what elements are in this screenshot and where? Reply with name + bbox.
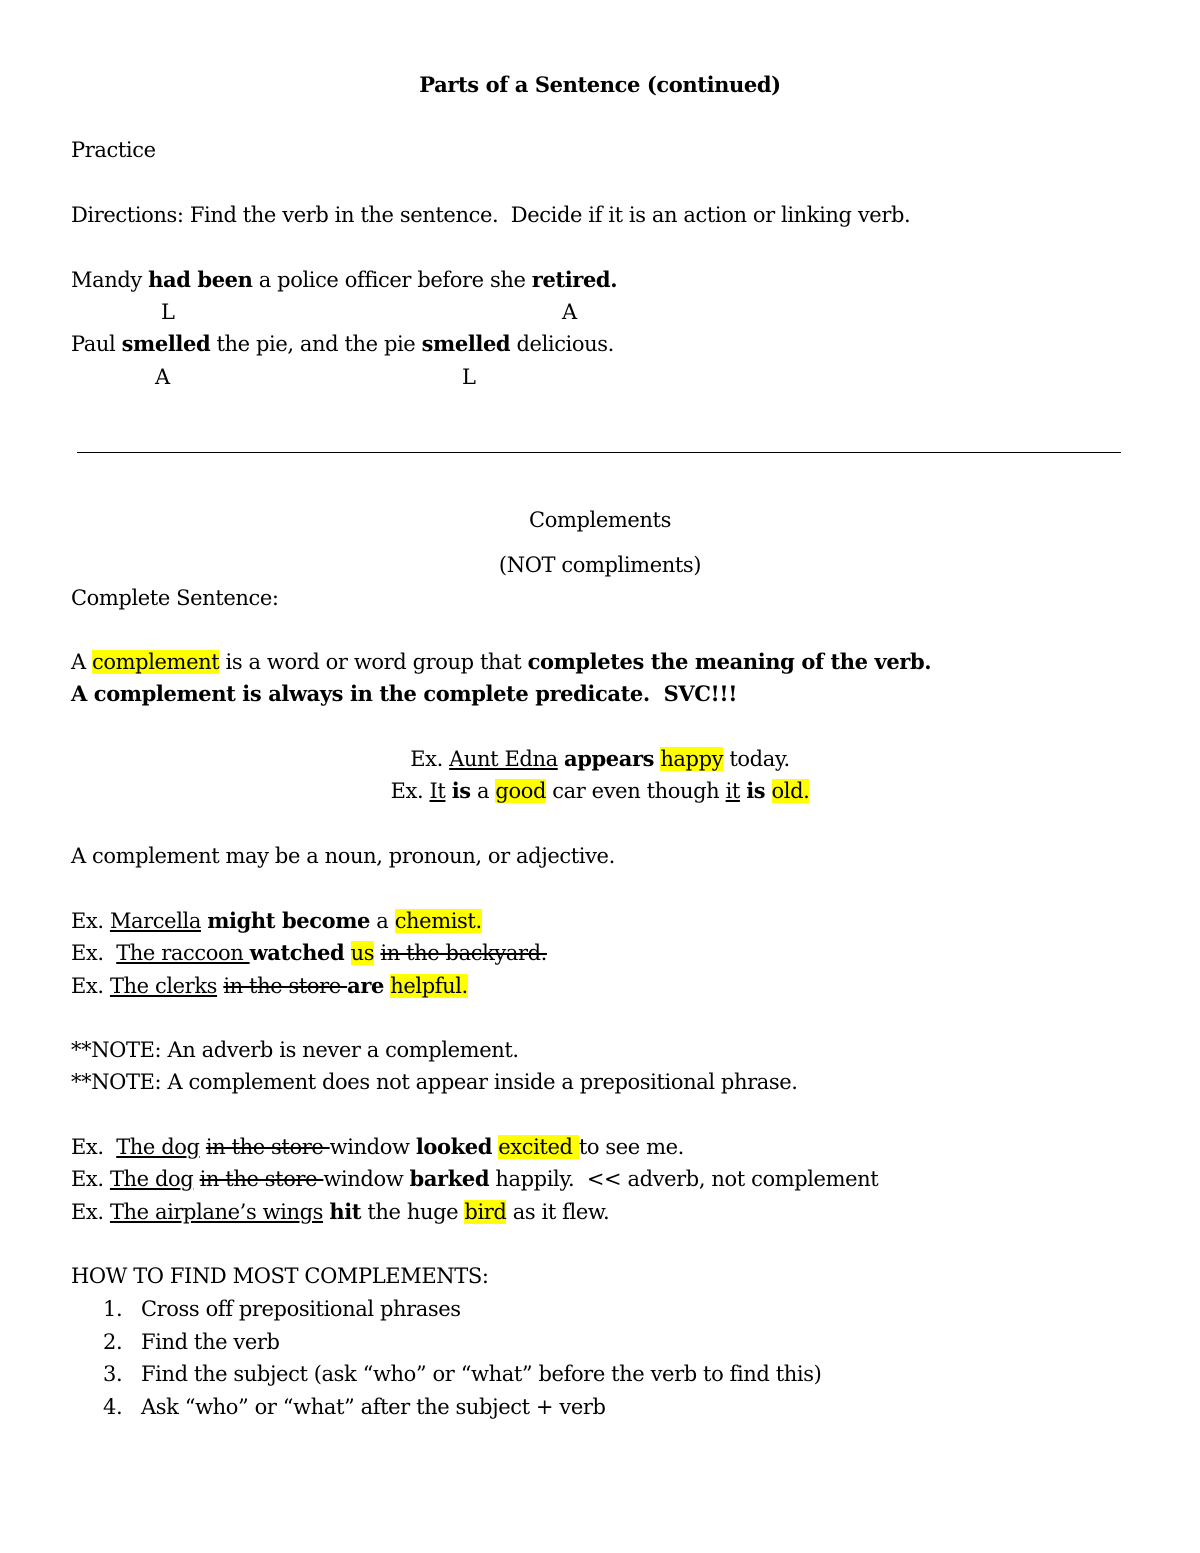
verb: is <box>451 778 471 803</box>
text: A <box>71 650 93 674</box>
crossed-phrase: in the store <box>223 974 348 998</box>
how-to-heading: HOW TO FIND MOST COMPLEMENTS: <box>71 1264 489 1288</box>
practice-sentence-1 <box>71 267 617 293</box>
text: Ex. <box>390 779 430 803</box>
verb: smelled <box>421 331 511 356</box>
verb: hit <box>329 1199 362 1224</box>
text: Ex. <box>71 974 110 998</box>
page-title: Parts of a Sentence (continued) <box>419 72 781 97</box>
verb: barked <box>409 1166 490 1191</box>
complement-types: A complement may be a noun, pronoun, or adjective. <box>71 844 615 868</box>
verb: had been <box>148 267 253 292</box>
subject: The airplane’s wings <box>109 1200 324 1224</box>
text <box>344 941 350 965</box>
steps-list <box>103 1296 821 1426</box>
subject: The dog <box>109 1167 194 1191</box>
practice-heading: Practice <box>71 138 156 162</box>
divider <box>77 452 1121 453</box>
text: Ex. <box>410 747 450 771</box>
list-text: Find the subject (ask “who” or “what” before the verb to find this) <box>141 1362 822 1386</box>
text: to see me. <box>578 1135 684 1159</box>
example-6 <box>71 1134 684 1160</box>
text: Mandy <box>71 268 149 292</box>
verb: retired. <box>531 267 618 292</box>
verb: appears <box>564 746 655 771</box>
complement: happy <box>660 747 724 771</box>
text: a <box>470 779 496 803</box>
list-number: 1. <box>103 1297 123 1321</box>
crossed-phrase: in the store <box>199 1167 324 1191</box>
text: Ex. <box>71 1135 117 1159</box>
action-marker: A <box>155 365 170 389</box>
example-7 <box>71 1166 878 1192</box>
subject: The clerks <box>109 974 218 998</box>
list-item <box>103 1329 821 1362</box>
crossed-phrase: in the store <box>205 1135 330 1159</box>
linking-marker: L <box>462 365 476 389</box>
subject: The raccoon <box>116 941 250 965</box>
text: car even though <box>546 779 726 803</box>
definition-line-1 <box>71 649 931 675</box>
practice-sentence-2 <box>71 331 614 357</box>
text: today. <box>723 747 790 771</box>
list-item <box>103 1361 821 1394</box>
verb: looked <box>415 1134 492 1159</box>
complement: us <box>350 941 375 965</box>
action-marker: A <box>562 300 577 324</box>
list-item <box>103 1296 821 1329</box>
text: Ex. <box>71 909 110 933</box>
example-4 <box>71 940 547 966</box>
definition-line-2: A complement is always in the complete predicate. SVC!!! <box>71 681 738 706</box>
list-text: Ask “who” or “what” after the subject + verb <box>141 1394 606 1419</box>
complement: chemist. <box>394 909 482 933</box>
text: Paul <box>71 332 122 356</box>
text: window <box>323 1167 410 1191</box>
example-8 <box>71 1199 609 1225</box>
text: window <box>329 1135 416 1159</box>
text: delicious. <box>510 332 614 356</box>
subject: Aunt Edna <box>449 747 558 771</box>
verb: smelled <box>121 331 211 356</box>
list-number: 2. <box>103 1329 123 1354</box>
complement: helpful. <box>390 974 468 998</box>
complement: good <box>495 779 546 803</box>
note-2: **NOTE: A complement does not appear inside a prepositional phrase. <box>71 1070 798 1094</box>
verb: might become <box>207 908 371 933</box>
list-item <box>103 1394 821 1427</box>
complements-heading: Complements <box>529 508 671 532</box>
text <box>765 779 771 803</box>
complement: bird <box>464 1200 507 1224</box>
highlighted-term: complement <box>92 650 220 674</box>
list-number: 4. <box>103 1394 123 1419</box>
complete-sentence-label: Complete Sentence: <box>71 586 279 610</box>
example-2 <box>0 778 1200 804</box>
list-text: Find the verb <box>141 1329 280 1354</box>
text: is a word or word group that <box>219 650 528 674</box>
list-text: Cross off prepositional phrases <box>141 1297 461 1321</box>
text: the pie, and the pie <box>210 332 422 356</box>
text: a police officer before she <box>252 268 532 292</box>
text: happily. << adverb, not complement <box>489 1167 879 1191</box>
subject: The dog <box>116 1135 200 1159</box>
example-1 <box>0 746 1200 772</box>
text: Ex. <box>71 1167 110 1191</box>
verb: are <box>347 973 384 998</box>
text: Ex. <box>71 1200 110 1224</box>
subject: Marcella <box>109 909 201 933</box>
example-5 <box>71 973 468 999</box>
note-1: **NOTE: An adverb is never a complement. <box>71 1038 519 1062</box>
verb: watched <box>249 940 345 965</box>
subject: It <box>429 779 446 803</box>
complement: old. <box>771 779 810 803</box>
example-3 <box>71 908 482 934</box>
bold-text: completes the meaning of the verb. <box>527 649 932 674</box>
text: as it flew. <box>506 1200 610 1224</box>
text: the huge <box>361 1200 465 1224</box>
text: a <box>370 909 395 933</box>
text: Ex. <box>71 941 117 965</box>
linking-marker: L <box>161 300 175 324</box>
directions: Directions: Find the verb in the sentence. Decide if it is an action or linking verb. <box>71 203 911 227</box>
subject: it <box>725 779 740 803</box>
list-number: 3. <box>103 1362 123 1386</box>
complement: excited <box>498 1135 579 1159</box>
complements-subheading: (NOT compliments) <box>498 553 702 577</box>
verb: is <box>746 778 766 803</box>
crossed-phrase: in the backyard. <box>380 941 547 965</box>
